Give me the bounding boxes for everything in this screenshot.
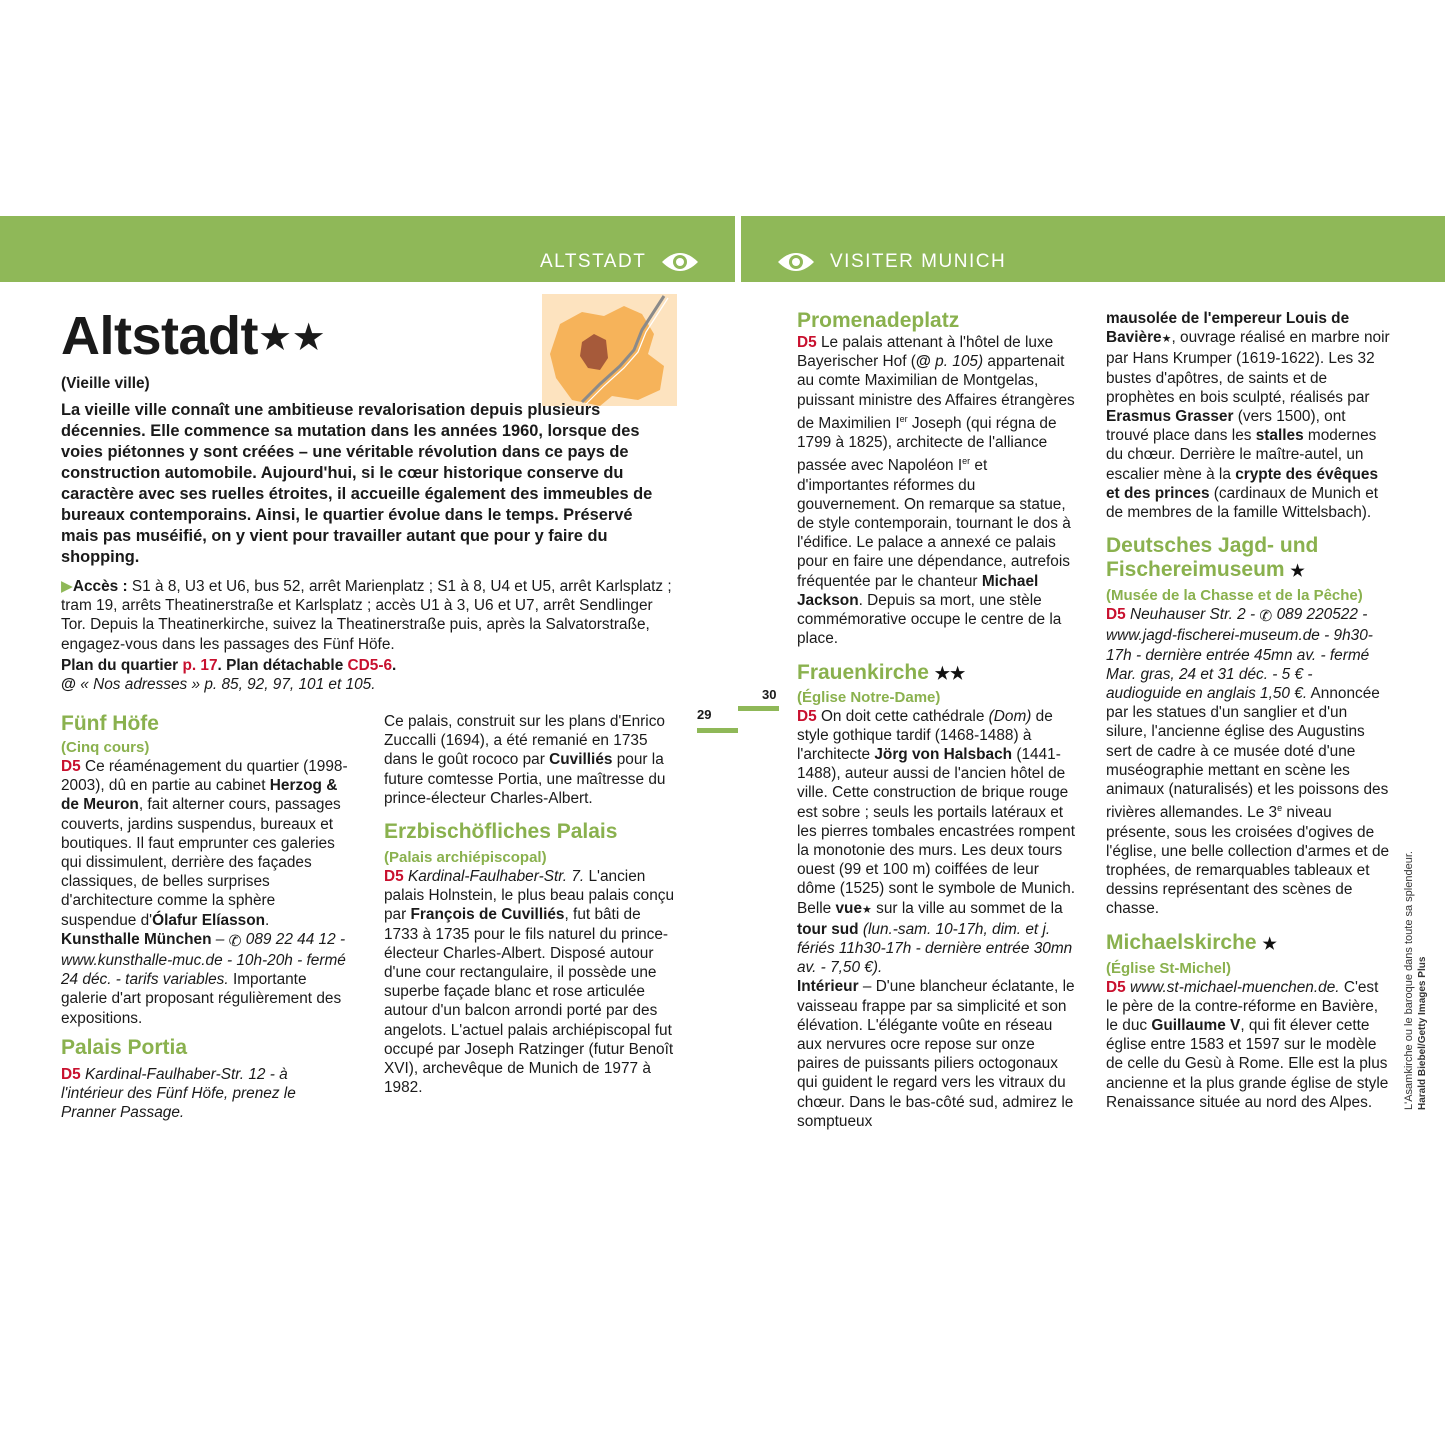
header-left [540, 250, 700, 274]
promenade-title: Promenadeplatz [797, 309, 960, 332]
header-left-label: ALTSTADT [540, 251, 647, 272]
page-number-left: 29 [697, 707, 712, 722]
portia-text: Ce palais, construit sur les plans d'Enrico Zuccalli (1694), a été remanié en 1735 dans le goût rococo par Cuvilliés pour la future comtesse Portia, une maîtresse du prince-électeur Charles-Albert. [384, 713, 666, 807]
fuenf-subtitle: (Cinq cours) [61, 739, 150, 756]
jagd-info: D5 Neuhauser Str. 2 - ✆ 089 220522 - www.jagd-fischerei-museum.de - 9h30-17h - dernière entrée 45mn av. - fermé Mar. gras, 24 et 31 déc. - 5 € - audioguide en anglais 1,50 €. Annoncée par les statues d'un sanglier et d'un silure, l'ancienne église des Augustins sert de cadre à ce musée doté d'une muséographie mettant en scène les animaux (naturalisés) et les poissons des rivières allemandes. Le 3e niveau présente, sous les croisées d'ogives de l'église, une belle collection d'armes et de trophées, de remarquables tableaux et dessins représentant des scènes de chasse. [1106, 606, 1390, 918]
title-subtitle: (Vieille ville) [61, 375, 150, 392]
page-title [61, 305, 325, 369]
portia-title: Palais Portia [61, 1035, 188, 1059]
header-right-label: VISITER MUNICH [830, 251, 1007, 272]
jagd-title: Deutsches Jagd- und Fischereimuseum ★ [1106, 534, 1319, 582]
portia-addr: D5 Kardinal-Faulhaber-Str. 12 - à l'intérieur des Fünf Höfe, prenez le Pranner Passage. [61, 1065, 296, 1122]
access-info: ▶Accès : S1 à 8, U3 et U6, bus 52, arrêt Marienplatz ; S1 à 8, U4 et U5, arrêt Karlsplatz ; tram 19, arrêts Theatinerstraße et Karlsplatz ; accès U1 à 3, U6 et U7, arrêt Sendlinger Tor. Depuis la Theatinerkirche, suivez la Theatinerstraße puis, après la Salvatorstraße, engagez-vous dans les passages des Fünf Höfe. [61, 578, 672, 653]
kunsthalle-info: Kunsthalle München – ✆ 089 22 44 12 - www.kunsthalle-muc.de - 10h-20h - fermé 24 déc. - tarifs variables. Importante galerie d'art proposant régulièrement des expositions. [61, 930, 346, 1027]
erzb-text: D5 Kardinal-Faulhaber-Str. 7. L'ancien palais Holnstein, le plus beau palais conçu par François de Cuvilliés, fut bâti de 1733 à 1735 pour le fils naturel du prince-électeur Charles-Albert. Disposé autour d'une cour rectangulaire, il possède une superbe façade blanc et rose articulée autour d'un balcon arrondi porté par des angelots. L'actuel palais archiépiscopal fut occupé par Joseph Ratzinger (futur Benoît XVI), archevêque de Munich de 1977 à 1982. [384, 868, 675, 1097]
triangle-icon: ▶ [61, 578, 73, 595]
column-2 [384, 712, 676, 1097]
eye-icon [660, 250, 700, 274]
plan-page-link[interactable]: p. 17 [182, 656, 218, 674]
frauen-interior: Intérieur – D'une blancheur éclatante, le vaisseau frappe par sa simplicité et son élévation. L'élégante voûte en réseau aux nervures ocre repose sur onze paires de puissants piliers octogonaux qui guident le regard vers les vitraux du chœur. Dans le bas-côté sud, admirez le somptueux [797, 978, 1075, 1130]
fuenf-text: D5 Ce réaménagement du quartier (1998-2003), dû en partie au cabinet Herzog & de Meuron, fait alterner cours, passages couverts, jardins suspendus, bureaux et boutiques. Il faut emprunter ces galeries qui dissimulent, derrière des façades classiques, de belles surprises d'architecture comme la sphère suspendue d'Ólafur Elíasson. [61, 758, 348, 929]
page-bar-right [738, 706, 779, 711]
jagd-subtitle: (Musée de la Chasse et de la Pêche) [1106, 587, 1363, 605]
header-divider [735, 216, 741, 282]
frauen-text: D5 On doit cette cathédrale (Dom) de style gothique tardif (1468-1488) à l'architecte Jörg von Halsbach (1441-1488), auteur aussi de l'ancien hôtel de ville. Cette construction de brique rouge est sobre ; seuls les portails latéraux et les pierres tombales encastrées rompent la monotonie des murs. Les deux tours ouest (99 et 100 m) coiffées de leur dôme (1525) sont le symbole de Munich. Belle vue★ sur la ville au sommet de la tour sud (lun.-sam. 10-17h, dim. et j. fériés 11h30-17h - dernière entrée 30mn av. - 7,50 €). [797, 707, 1076, 977]
addresses-info: @ « Nos adresses » p. 85, 92, 97, 101 et 105. [61, 676, 376, 694]
frauen-title: Frauenkirche ★★ [797, 660, 966, 684]
michael-text: D5 www.st-michael-muenchen.de. C'est le père de la contre-réforme en Bavière, le duc Guillaume V, qui fit élever cette église entre 1583 et 1597 sur le modèle de celle du Gesù à Rome. Elle est la plus ancienne et la plus grande église de style Renaissance située au nord des Alpes. [1106, 978, 1389, 1111]
eye-icon [776, 250, 816, 274]
column-1 [61, 712, 351, 1122]
intro-section [61, 374, 673, 694]
photo-photographer: Harald Biebel/Getty Images Plus [1417, 956, 1428, 1110]
intro-text: La vieille ville connaît une ambitieuse revalorisation depuis plusieurs décennies. Elle commence sa mutation dans les années 1960, lorsque des voies piétonnes y sont créées – une véritable révolution dans ce pays de construction automobile. Aujourd'hui, si le cœur historique conserve du caractère avec ses ruelles étroites, il accueille également des immeubles de bureaux contemporains. Ainsi, le quartier évolue dans le temps. Préservé mais pas muséifié, on y vient pour travailler autant que pour y faire du shopping. [61, 401, 653, 566]
plan-info: Plan du quartier p. 17. Plan détachable CD5-6. [61, 656, 397, 674]
page-title-text: Altstadt [61, 306, 258, 366]
frauen-continued: mausolée de l'empereur Louis de Bavière★, ouvrage réalisé en marbre noir par Hans Krumper (1619-1622). Les 32 bustes d'apôtres, de saints et de prophètes en bois sculpté, réalisés par Erasmus Grasser (vers 1500), ont trouvé place dans les stalles modernes du chœur. Derrière le maître-autel, un escalier mène à la crypte des évêques et des princes (cardinaux de Munich et de membres de la famille Wittelsbach). [1106, 310, 1390, 522]
phone-icon: ✆ [228, 932, 242, 950]
michael-title: Michaelskirche ★ [1106, 930, 1277, 954]
photo-credit [1402, 851, 1430, 1110]
title-stars: ★★ [258, 317, 326, 359]
fuenf-title: Fünf Höfe [61, 712, 159, 735]
phone-icon: ✆ [1259, 608, 1273, 626]
frauen-subtitle: (Église Notre-Dame) [797, 688, 941, 706]
swirl-icon: @ [61, 676, 77, 694]
page-number-right: 30 [762, 687, 777, 702]
michael-subtitle: (Église St-Michel) [1106, 959, 1232, 977]
column-3 [797, 309, 1081, 1131]
plan-ref-link[interactable]: CD5-6 [347, 656, 393, 674]
promenade-text: D5 Le palais attenant à l'hôtel de luxe Bayerischer Hof (@ p. 105) appartenait au comte Maximilian de Montgelas, puissant ministre des Affaires étrangères de Maximilien Ier Joseph (qui régna de 1799 à 1825), architecte de l'alliance passée avec Napoléon Ier et d'importantes réformes du gouvernement. On remarque sa statue, de style contemporain, tournant le dos à l'édifice. Le palace a annexé ce palais pour en faire une dépendance, autrefois fréquentée par le chanteur Michael Jackson. Depuis sa mort, une stèle commémorative occupe le centre de la place. [797, 334, 1075, 648]
column-4 [1106, 309, 1390, 1112]
header-right [776, 250, 1006, 274]
swirl-icon: @ [915, 353, 931, 371]
photo-caption: L'Asamkirche ou le baroque dans toute sa splendeur. [1403, 851, 1415, 1110]
page-bar-left [697, 728, 738, 733]
header-band [0, 216, 1445, 282]
erzb-subtitle: (Palais archiépiscopal) [384, 849, 547, 867]
erzb-title: Erzbischöfliches Palais [384, 820, 618, 844]
